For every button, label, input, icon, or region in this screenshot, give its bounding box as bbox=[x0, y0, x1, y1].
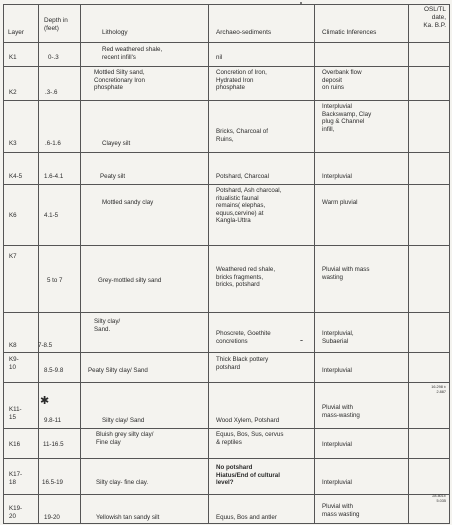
cell-lithology: Silty clay- fine clay. bbox=[96, 479, 149, 486]
header-depth: Depth in (feet) bbox=[44, 17, 68, 32]
cell-climatic: Interpluvial bbox=[322, 441, 352, 448]
cell-lithology: Mottled Silty sand, Concretionary Iron phosphate bbox=[94, 69, 145, 92]
cell-archaeo: Wood Xylem, Potshard bbox=[216, 417, 280, 424]
table-border-bottom bbox=[3, 523, 450, 524]
cell-climatic: Pluvial with mass wasting bbox=[322, 266, 370, 281]
cell-depth: 5 to 7 bbox=[47, 277, 63, 284]
cell-lithology: Peaty Silty clay/ Sand bbox=[88, 367, 148, 374]
cell-depth: .3-.6 bbox=[45, 89, 58, 96]
col-divider bbox=[408, 4, 409, 523]
row-divider bbox=[3, 458, 450, 459]
cell-lithology: Peaty silt bbox=[100, 173, 126, 180]
row-divider bbox=[3, 312, 450, 313]
header-climatic-inferences: Climatic Inferences bbox=[322, 29, 377, 36]
cell-archaeo: Potshard, Charcoal bbox=[216, 173, 269, 180]
col-divider bbox=[38, 4, 39, 523]
scan-speck bbox=[300, 2, 302, 4]
cell-lithology: Clayey silt bbox=[102, 140, 131, 147]
cell-archaeo: Phoscrete, Goethite concretions bbox=[216, 330, 271, 345]
row-divider bbox=[3, 428, 450, 429]
header-date: OSL/TL date, Ka. B.P. bbox=[423, 6, 446, 29]
cell-archaeo: Bricks, Charcoal of Ruins, bbox=[216, 128, 268, 143]
scan-speck bbox=[300, 340, 303, 341]
col-divider bbox=[80, 4, 81, 523]
cell-lithology: Grey-mottled silty sand bbox=[98, 277, 162, 284]
cell-date: 28.801± 5.035 bbox=[432, 494, 446, 503]
cell-depth: 16.5-19 bbox=[42, 479, 63, 486]
cell-layer: K7 bbox=[9, 253, 17, 260]
cell-lithology: Silty clay/ Sand. bbox=[94, 318, 121, 333]
cell-layer: K1 bbox=[9, 54, 17, 61]
cell-layer: K19- 20 bbox=[9, 505, 23, 520]
col-divider bbox=[208, 4, 209, 523]
header-archaeo-sediments: Archaeo-sediments bbox=[216, 29, 272, 36]
cell-depth: 0-.3 bbox=[48, 54, 59, 61]
cell-layer: K17- 18 bbox=[9, 471, 23, 486]
asterisk-annotation: ✱ bbox=[40, 395, 50, 407]
table-border-right bbox=[449, 4, 450, 523]
cell-layer: K6 bbox=[9, 212, 17, 219]
table-border-left bbox=[3, 4, 4, 523]
cell-lithology: Bluish grey silty clay/ Fine clay bbox=[96, 431, 154, 446]
cell-date: 16.298 ± 2.887 bbox=[431, 385, 446, 394]
cell-lithology: Yellowish tan sandy silt bbox=[96, 514, 160, 521]
cell-climatic: Interpluvial bbox=[322, 367, 352, 374]
header-layer: Layer bbox=[8, 29, 24, 36]
cell-layer: K9- 10 bbox=[9, 356, 19, 371]
cell-layer: K11- 15 bbox=[9, 406, 22, 421]
header-divider bbox=[3, 42, 450, 43]
cell-climatic: Interpluvial Backswamp, Clay plug & Channel infill, bbox=[322, 103, 372, 133]
col-divider bbox=[314, 4, 315, 523]
row-divider bbox=[3, 494, 450, 495]
row-divider bbox=[3, 184, 450, 185]
cell-archaeo: nil bbox=[216, 54, 223, 61]
table-border-top bbox=[3, 4, 450, 5]
row-divider bbox=[3, 66, 450, 67]
row-divider bbox=[3, 245, 450, 246]
cell-layer: K4-5 bbox=[9, 173, 23, 180]
cell-climatic: Interpluvial bbox=[322, 479, 352, 486]
cell-archaeo: Thick Black pottery potshard bbox=[216, 356, 269, 371]
cell-archaeo: No potshard Hiatus/End of cultural level? bbox=[216, 464, 280, 487]
cell-layer: K16 bbox=[9, 441, 21, 448]
cell-depth: 11-16.5 bbox=[43, 441, 64, 448]
row-divider bbox=[3, 352, 450, 353]
cell-lithology: Mottled sandy clay bbox=[102, 199, 154, 206]
cell-climatic: Pluvial with mass wasting bbox=[322, 503, 360, 518]
cell-archaeo: Equus, Bos, Sus, cervus & reptiles bbox=[216, 431, 284, 446]
cell-layer: K8 bbox=[9, 342, 17, 349]
cell-archaeo: Potshard, Ash charcoal, ritualistic faunal remains( elephas, equus,cervine) at Kangla-Uttra bbox=[216, 187, 282, 225]
cell-climatic: Interpluvial, Subaerial bbox=[322, 330, 354, 345]
cell-archaeo: Concretion of Iron, Hydrated Iron phosphate bbox=[216, 69, 267, 92]
cell-depth: 8.5-9.8 bbox=[44, 367, 64, 374]
cell-layer: K3 bbox=[9, 140, 17, 147]
cell-depth: 1.6-4.1 bbox=[44, 173, 64, 180]
cell-climatic: Interpluvial bbox=[322, 173, 352, 180]
cell-depth: 4.1-5 bbox=[44, 212, 59, 219]
row-divider bbox=[3, 100, 450, 101]
row-divider bbox=[3, 382, 450, 383]
header-lithology: Lithology bbox=[102, 29, 128, 36]
cell-depth: 9.8-11 bbox=[44, 417, 62, 424]
cell-climatic: Overbank flow deposit on ruins bbox=[322, 69, 362, 92]
cell-lithology: Silty clay/ Sand bbox=[102, 417, 145, 424]
cell-climatic: Pluvial with mass-wasting bbox=[322, 404, 360, 419]
cell-depth: .6-1.6 bbox=[45, 140, 61, 147]
cell-layer: K2 bbox=[9, 89, 17, 96]
cell-lithology: Red weathered shale, recent infill's bbox=[102, 46, 163, 61]
row-divider bbox=[3, 152, 450, 153]
cell-archaeo: Weathered red shale, bricks fragments, bricks, potshard bbox=[216, 266, 276, 289]
cell-depth: 7-8.5 bbox=[38, 342, 53, 349]
cell-depth: 19-20 bbox=[44, 514, 60, 521]
cell-archaeo: Equus, Bos and antler bbox=[216, 514, 277, 521]
cell-climatic: Warm pluvial bbox=[322, 199, 358, 206]
